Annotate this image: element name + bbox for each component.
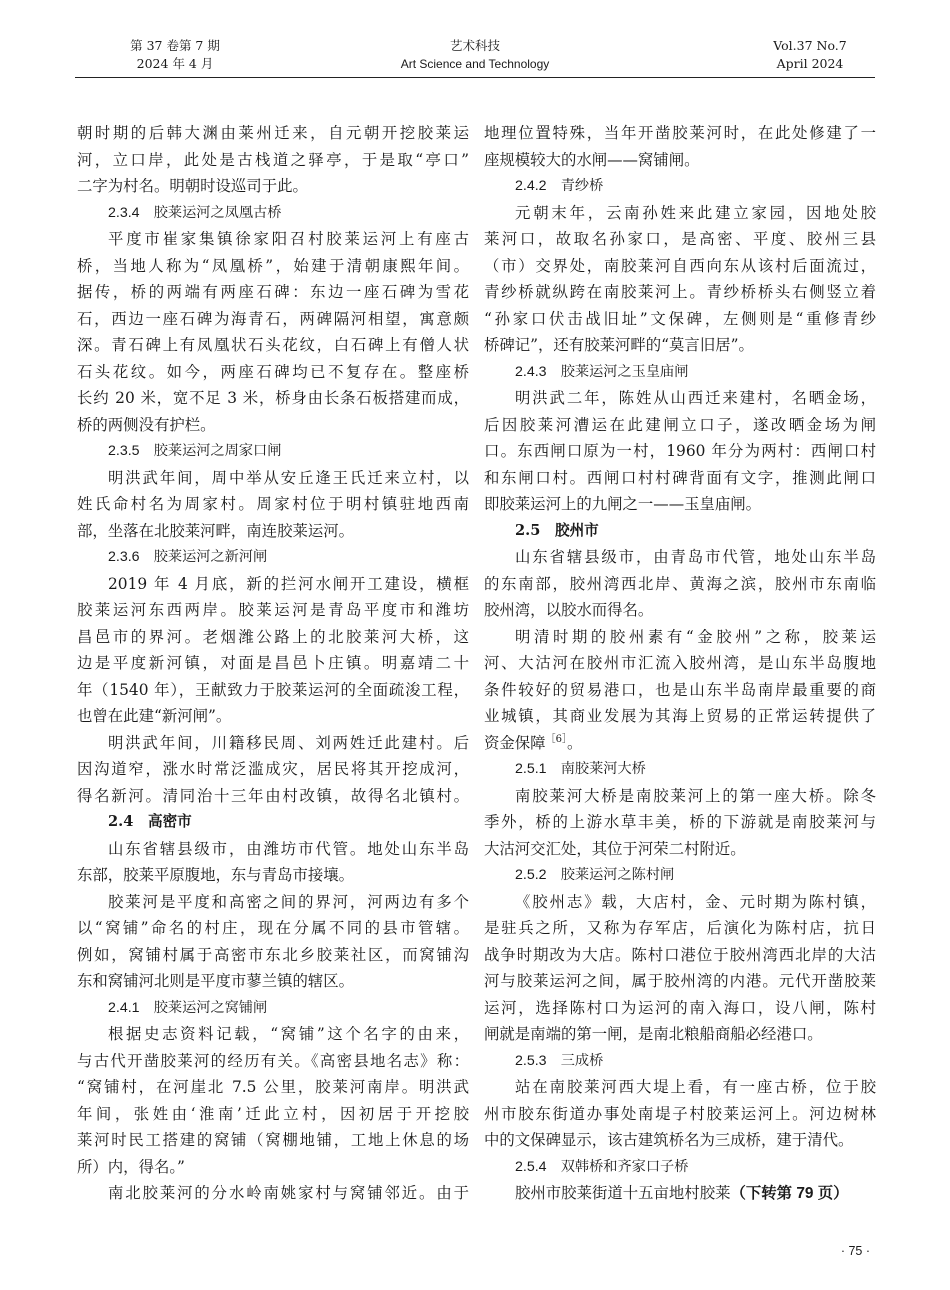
journal-header <box>0 0 950 80</box>
header-volume-issue <box>95 37 255 73</box>
citation-period: 。 <box>566 733 583 752</box>
continued-note: （下转第 79 页） <box>730 1185 849 1202</box>
text-line: 昌邑市的界河。老烟潍公路上的北胶莱河大桥，这 <box>77 627 469 646</box>
text-line: 胶州市胶莱街道十五亩地村胶莱 <box>515 1184 731 1202</box>
text-line: 明洪武年间，周中举从安丘逄王氏迁来立村，以 <box>108 468 469 487</box>
page-number: · 75 · <box>840 1244 870 1258</box>
header-journal-en: Art Science and Technology <box>400 57 550 71</box>
section-heading: 2.4.1 胶莱运河之窝铺闸 <box>108 999 268 1016</box>
section-heading: 2.5.4 双韩桥和齐家口子桥 <box>515 1158 689 1175</box>
text-line: 州市胶东街道办事处南堤子村胶莱运河上。河边树林 <box>484 1104 876 1123</box>
text-line: 二字为村名。明朝时设巡司于此。 <box>77 177 308 195</box>
text-line: 大沽河交汇处，其位于河荣二村附近。 <box>484 839 746 858</box>
text-line: 年间，张姓由‘淮南’迁此立村，因初居于开挖胶 <box>77 1104 469 1123</box>
text-line: 根据史志资料记载，“窝铺”这个名字的由来， <box>108 1025 469 1043</box>
text-line: 得名新河。清同治十三年由村改镇，故得名北镇村。 <box>77 786 469 805</box>
text-line: 口。东西闸口原为一村，1960 年分为两村：西闸口村 <box>484 442 876 460</box>
text-line: 的东南部，胶州湾西北岸、黄海之滨，胶州市东南临 <box>484 574 876 593</box>
text-line: 胶莱河是平度和高密之间的界河，河两边有多个 <box>108 892 469 911</box>
header-month-year: April 2024 <box>776 56 844 71</box>
text-line: 后因胶莱河漕运在此建闸立口子，遂改晒金场为闸 <box>484 415 876 434</box>
section-heading: 2.4 高密市 <box>108 813 192 830</box>
header-vol-no: Vol.37 No.7 <box>773 38 847 53</box>
header-volume: 第 37 卷第 7 期 <box>130 38 220 53</box>
text-line: 东部，胶莱平原腹地，东与青岛市接壤。 <box>77 866 355 884</box>
text-line: 河、大沽河在胶州市汇流入胶州湾，是山东半岛腹地 <box>484 654 876 672</box>
text-line: 部，坐落在北胶莱河畔，南连胶莱运河。 <box>77 521 355 540</box>
text-line: （市）交界处，南胶莱河自西向东从该村后面流过， <box>484 256 876 275</box>
text-line: 莱河时民工搭建的窝铺（窝棚地铺，工地上休息的场 <box>77 1131 469 1149</box>
text-line: 与古代开凿胶莱河的经历有关。《高密县地名志》称： <box>77 1051 469 1070</box>
section-heading: 2.4.2 青纱桥 <box>515 178 604 194</box>
text-line: 桥的两侧没有护栏。 <box>77 415 216 434</box>
text-line: 石，西边一座石碑为海青石，两碑隔河相望，寓意颇 <box>77 309 469 328</box>
section-heading: 2.4.3 胶莱运河之玉皇庙闸 <box>515 363 689 380</box>
text-line: 桥碑记”，还有胶莱河畔的“莫言旧居”。 <box>484 336 754 354</box>
text-line: 闸就是南端的第一闸，是南北粮船商船必经港口。 <box>484 1025 823 1043</box>
text-line: 明洪武二年，陈姓从山西迁来建村，名晒金场， <box>515 389 876 407</box>
section-heading: 2.5 胶州市 <box>515 521 599 539</box>
text-line: 桥，当地人称为“凤凰桥”，始建于清朝康熙年间。 <box>77 256 469 275</box>
text-line: 站在南胶莱河西大堤上看，有一座古桥，位于胶 <box>515 1078 876 1096</box>
header-journal-title <box>370 37 580 73</box>
text-line: 即胶莱运河上的九闸之一——玉皇庙闸。 <box>484 495 762 513</box>
text-line: 胶州湾，以胶水而得名。 <box>484 601 654 619</box>
text-line: 条件较好的贸易港口，也是山东半岛南岸最重要的商 <box>484 680 876 699</box>
right-column <box>484 120 876 1207</box>
text-line: 深。青石碑上有凤凰状石头花纹，白石碑上有僧人状 <box>77 336 469 354</box>
text-line-with-continuation <box>484 1180 876 1207</box>
text-line: 资金保障 <box>484 733 546 752</box>
header-date: 2024 年 4 月 <box>136 56 214 71</box>
text-line: 2019 年 4 月底，新的拦河水闸开工建设，横框 <box>108 574 469 593</box>
text-line: 河，立口岸，此处是古栈道之驿亭，于是取“亭口” <box>77 150 469 169</box>
text-line: 地理位置特殊，当年开凿胶莱河时，在此处修建了一 <box>484 124 876 142</box>
citation-ref: ［6］ <box>545 733 567 745</box>
text-line: 中的文保碑显示，该古建筑桥名为三成桥，建于清代。 <box>484 1131 854 1149</box>
text-line: 《胶州志》载，大店村，金、元时期为陈村镇， <box>515 892 876 911</box>
text-line: 山东省辖县级市，由青岛市代管，地处山东半岛 <box>515 548 876 566</box>
text-line: 莱河口，故取名孙家口，是高密、平度、胶州三县 <box>484 230 876 248</box>
text-line: 胶莱运河东西两岸。胶莱运河是青岛平度市和潍坊 <box>77 601 469 619</box>
section-heading: 2.3.6 胶莱运河之新河闸 <box>108 549 268 565</box>
text-line: 山东省辖县级市，由潍坊市代管。地处山东半岛 <box>108 839 469 858</box>
text-line: 青纱桥就纵跨在南胶莱河上。青纱桥桥头右侧竖立着 <box>484 283 876 301</box>
text-line: 是驻兵之所，又称为存军店，后演化为陈村店，抗日 <box>484 919 876 937</box>
text-line: 边是平度新河镇，对面是昌邑卜庄镇。明嘉靖二十 <box>77 654 469 672</box>
text-line: 因沟道窄，涨水时常泛滥成灾，居民将其开挖成河， <box>77 760 469 778</box>
text-line: 南北胶莱河的分水岭南姚家村与窝铺邻近。由于 <box>108 1184 469 1202</box>
text-line: 元朝末年，云南孙姓来此建立家园，因地处胶 <box>515 203 876 222</box>
text-line: 河与胶莱运河之间，属于胶州湾的内港。元代开凿胶莱 <box>484 972 876 990</box>
text-line: “窝铺村，在河崖北 7.5 公里，胶莱河南岸。明洪武 <box>77 1078 469 1096</box>
text-line: 季外，桥的上游水草丰美，桥的下游就是南胶莱河与 <box>484 813 876 831</box>
text-line-with-citation <box>484 730 876 757</box>
section-heading: 2.5.1 南胶莱河大桥 <box>515 761 646 777</box>
text-line: 例如，窝铺村属于高密市东北乡胶莱社区，而窝铺沟 <box>77 945 469 964</box>
text-line: 石头花纹。如今，两座石碑均已不复存在。整座桥 <box>77 362 469 381</box>
left-column <box>77 120 469 1207</box>
text-line: 和东闸口村。西闸口村村碑背面有文字，推测此闸口 <box>484 468 876 487</box>
text-line: 座规模较大的水闸——窝铺闸。 <box>484 150 700 169</box>
text-line: 朝时期的后韩大渊由莱州迁来，自元朝开挖胶莱运 <box>77 124 469 142</box>
text-line: 南胶莱河大桥是南胶莱河上的第一座大桥。除冬 <box>515 786 876 805</box>
text-line: “孙家口伏击战旧址”文保碑，左侧则是“重修青纱 <box>484 309 876 328</box>
text-line: 据传，桥的两端有两座石碑：东边一座石碑为雪花 <box>77 283 469 301</box>
text-line: 东和窝铺河北则是平度市蓼兰镇的辖区。 <box>77 972 355 990</box>
text-line: 运河，选择陈村口为运河的南入海口，设八闸，陈村 <box>484 998 876 1017</box>
text-line: 长约 20 米，宽不足 3 米，桥身由长条石板搭建而成， <box>77 389 469 407</box>
section-heading: 2.5.2 胶莱运河之陈村闸 <box>515 867 675 883</box>
header-journal-cn: 艺术科技 <box>449 38 500 53</box>
text-line: 平度市崔家集镇徐家阳召村胶莱运河上有座古 <box>108 230 469 248</box>
text-line: 明洪武年间，川籍移民周、刘两姓迁此建村。后 <box>108 733 469 752</box>
section-heading: 2.3.4 胶莱运河之凤凰古桥 <box>108 204 282 221</box>
text-line: 年（1540 年），王献致力于胶莱运河的全面疏浚工程， <box>77 680 469 699</box>
text-line: 姓氏命村名为周家村。周家村位于明村镇驻地西南 <box>77 495 469 513</box>
text-line: 业城镇，其商业发展为其海上贸易的正常运转提供了 <box>484 707 876 725</box>
text-line: 以“窝铺”命名的村庄，现在分属不同的县市管辖。 <box>77 919 469 937</box>
section-heading: 2.5.3 三成桥 <box>515 1052 604 1069</box>
header-rule <box>75 77 875 78</box>
header-vol-en <box>750 37 870 73</box>
text-line: 所）内，得名。” <box>77 1157 185 1176</box>
text-line: 战争时期改为大店。陈村口港位于胶州湾西北岸的大沽 <box>484 945 876 964</box>
text-line: 明清时期的胶州素有“金胶州”之称，胶莱运 <box>515 627 876 646</box>
text-line: 也曾在此建“新河闸”。 <box>77 707 232 725</box>
section-heading: 2.3.5 胶莱运河之周家口闸 <box>108 443 282 459</box>
